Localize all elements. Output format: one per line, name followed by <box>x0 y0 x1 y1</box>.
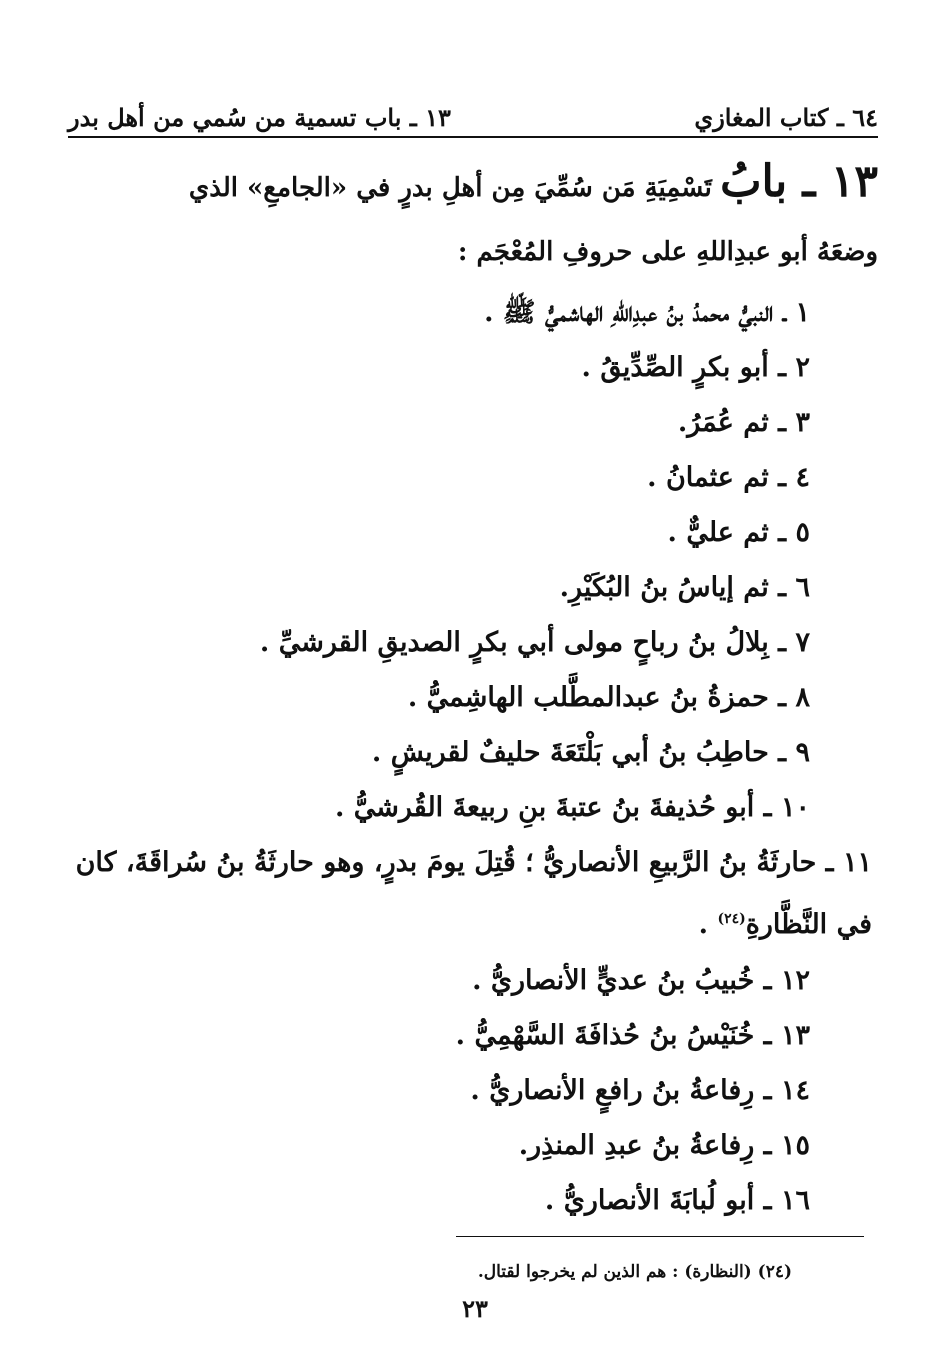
list-item-with-footnote <box>60 835 872 953</box>
chapter-heading <box>70 150 878 284</box>
list-item: ١ ـ النبيُّ محمدُ بنُ عبدِاللهِ الهاشميُّ ﷺ . <box>484 297 810 328</box>
entry-11-line-1: ١١ ـ حارثَةُ بنُ الرَّبيعِ الأنصاريُّ ؛ قُتِلَ يومَ بدرٍ، وهو حارثَةُ بنُ سُراقَةَ، كان <box>75 847 872 878</box>
list-item: ٨ ـ حمزةُ بنُ عبدالمطَّلب الهاشِميُّ . <box>407 682 810 713</box>
list-item: ٢ ـ أبو بكرٍ الصِّدِّيقُ . <box>581 352 810 383</box>
list-item: ٧ ـ بِلالُ بنُ رباحٍ مولى أبي بكرٍ الصديقِ القرشيِّ . <box>259 627 810 658</box>
list-item: ١٣ ـ خُنَيْسُ بنُ حُذافَةَ السَّهْمِيُّ . <box>455 1020 810 1051</box>
list-item: ١٥ ـ رِفاعةُ بنُ عبدِ المنذِر. <box>518 1130 810 1161</box>
list-item: ٩ ـ حاطِبُ بنُ أبي بَلْتَعَةَ حليفٌ لقريشٍ . <box>371 737 810 768</box>
header-chapter-title: ١٣ ـ باب تسمية من سُمي من أهل بدر <box>68 103 451 132</box>
chapter-title-continued: وضعَهُ أبو عبدِاللهِ على حروفِ المُعْجَم : <box>457 237 878 267</box>
names-list <box>60 285 872 1228</box>
list-item: ١٢ ـ خُبيبُ بنُ عديٍّ الأنصاريُّ . <box>472 965 810 996</box>
list-item: ١٠ ـ أبو حُذيفةَ بنُ عتبةَ بنِ ربيعةَ القُرشيُّ . <box>334 792 810 823</box>
entry-11-period: . <box>698 909 718 940</box>
footnote: (٢٤) (النظارة) : هم الذين لم يخرجوا لقتال. <box>477 1262 792 1282</box>
footnote-reference[interactable]: (٢٤) <box>717 911 746 927</box>
list-item: ٦ ـ ثم إياسُ بنُ البُكَيْرِ. <box>559 572 810 603</box>
footnote-divider <box>456 1236 864 1237</box>
list-item: ٣ ـ ثم عُمَرُ. <box>677 407 810 438</box>
page-number: ٢٣ <box>462 1294 488 1323</box>
header-book-title: ٦٤ ـ كتاب المغازي <box>694 103 878 132</box>
list-item: ٤ ـ ثم عثمانُ . <box>647 462 810 493</box>
chapter-title: تَسْمِيَةِ مَن سُمِّيَ مِن أهلِ بدرٍ في «الجامعِ» الذي <box>188 173 712 203</box>
list-item: ١٦ ـ أبو لُبابَةَ الأنصاريُّ . <box>544 1185 810 1216</box>
entry-11-text: في النَّظَّارةِ <box>745 909 872 940</box>
header-divider <box>68 136 878 138</box>
list-item: ١٤ ـ رِفاعةُ بنُ رافعٍ الأنصاريُّ . <box>470 1075 810 1106</box>
entry-11-line-2 <box>60 891 872 953</box>
list-item: ٥ ـ ثم عليٌّ . <box>667 517 810 548</box>
chapter-number: ١٣ ـ بابُ <box>720 156 878 207</box>
running-header <box>68 96 878 132</box>
